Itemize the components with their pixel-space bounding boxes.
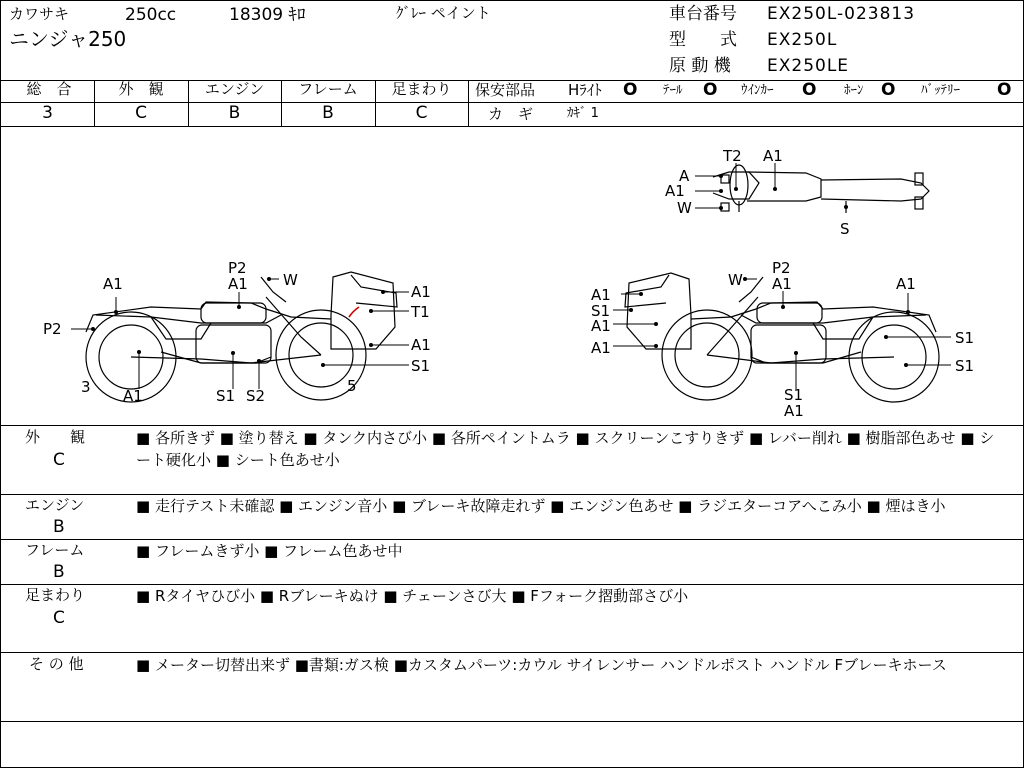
condition-exterior-text: ■ 各所きず ■ 塗り替え ■ タンク内さび小 ■ 各所ペイントムラ ■ スクリーンこすりきず ■ レバー削れ ■ 樹脂部色あせ ■ シート硬化小 ■ シート色あせ小: [136, 429, 995, 469]
diagram-label: S1: [955, 329, 975, 347]
condition-engine-title: エンジン: [25, 496, 85, 514]
diagram-label: A1: [591, 286, 611, 304]
diagram-label: A1: [591, 339, 611, 357]
diagram-label: A: [679, 167, 690, 185]
safety-winker-mark: O: [802, 80, 817, 100]
condition-other-title: そ の 他: [29, 655, 84, 673]
safety-battery-mark: O: [997, 80, 1012, 100]
grade-suspension: C: [415, 103, 428, 123]
engine-label: 原 動 機: [669, 56, 731, 76]
grade-header-suspension: 足まわり: [391, 80, 452, 98]
diagram-label: S1: [411, 357, 431, 375]
diagram-label: A1: [103, 275, 123, 293]
diagram-label: T2: [723, 147, 742, 165]
safety-tail-label: ﾃｰﾙ: [663, 83, 683, 98]
condition-suspension-grade: C: [53, 608, 65, 628]
diagram-label: P2: [228, 259, 247, 277]
grade-total: 3: [42, 103, 53, 123]
condition-frame-title: フレーム: [25, 541, 85, 559]
divider: [1, 652, 1023, 653]
diagram-label: A1: [228, 275, 248, 293]
diagram-label: A1: [411, 336, 431, 354]
key-label: カ ギ: [488, 105, 534, 123]
grade-header-engine: エンジン: [204, 80, 265, 98]
type-value: EX250L: [767, 30, 838, 50]
model-name: ニンジャ250: [9, 27, 127, 51]
condition-exterior-title: 外 観: [25, 428, 86, 446]
mileage: 18309 ｷﾛ: [229, 5, 306, 25]
frame-no: EX250L-023813: [767, 4, 916, 24]
condition-engine-grade: B: [53, 517, 65, 537]
safety-headlight-label: Hﾗｲﾄ: [568, 81, 602, 99]
grade-exterior: C: [135, 103, 147, 123]
safety-tail-mark: O: [703, 80, 718, 100]
grade-engine: B: [228, 103, 241, 123]
diagram-label: A1: [772, 275, 792, 293]
diagram-label: P2: [43, 320, 62, 338]
safety-headlight-mark: O: [623, 80, 638, 100]
grade-frame: B: [322, 103, 334, 123]
divider: [468, 80, 469, 126]
diagram-label: 5: [347, 377, 357, 395]
safety-title: 保安部品: [475, 81, 536, 99]
diagram-label: W: [677, 199, 692, 217]
condition-exterior-grade: C: [53, 450, 65, 470]
engine-value: EX250LE: [767, 56, 850, 76]
red-mark: [349, 307, 359, 317]
grade-header-frame: フレーム: [298, 80, 358, 98]
diagram-label: S2: [246, 387, 266, 405]
condition-engine-text: ■ 走行テスト未確認 ■ エンジン音小 ■ ブレーキ故障走れず ■ エンジン色あせ ■ ラジエターコアへこみ小 ■ 煙はき小: [136, 497, 946, 515]
diagram-label: S1: [955, 357, 975, 375]
diagram-label: A1: [591, 317, 611, 335]
type-label: 型 式: [669, 30, 737, 50]
key-value: ｶｷﾞ 1: [567, 106, 599, 121]
frame-no-label: 車台番号: [669, 4, 737, 24]
displacement: 250cc: [125, 5, 177, 25]
safety-horn-label: ﾎｰﾝ: [844, 83, 864, 98]
grade-header-exterior: 外 観: [118, 80, 164, 98]
divider: [1, 425, 1023, 426]
grade-header-total: 総 合: [26, 80, 72, 98]
diagram-label: S1: [591, 302, 611, 320]
diagram-label: S: [840, 220, 850, 238]
diagram-label: P2: [772, 259, 791, 277]
diagram-label: S1: [216, 387, 236, 405]
maker: カワサキ: [9, 5, 70, 23]
condition-suspension-text: ■ Rタイヤひび小 ■ Rブレーキぬけ ■ チェーンさび大 ■ Fフォーク摺動部さび小: [136, 587, 689, 605]
diagram-label: W: [728, 271, 743, 289]
diagram-label: T1: [411, 303, 430, 321]
leader-lines: [71, 163, 951, 389]
safety-horn-mark: O: [881, 80, 896, 100]
divider: [1, 721, 1023, 722]
safety-battery-label: ﾊﾞｯﾃﾘｰ: [921, 83, 960, 98]
damage-diagram: [1, 127, 1023, 425]
divider: [468, 102, 1023, 103]
diagram-label: A1: [784, 402, 804, 420]
diagram-label: A1: [896, 275, 916, 293]
diagram-label: A1: [665, 182, 685, 200]
diagram-label: A1: [411, 283, 431, 301]
diagram-label: S1: [784, 386, 804, 404]
diagram-label: 3: [81, 378, 91, 396]
color: ｸﾞﾚｰ ペイント: [396, 4, 491, 22]
diagram-label: A1: [123, 387, 143, 405]
safety-winker-label: ｳｲﾝｶｰ: [741, 83, 774, 98]
condition-other-text: ■ メーター切替出来ず ■書類:ガス検 ■カスタムパーツ:カウル サイレンサー ハンドルポスト ハンドル Fブレーキホース: [136, 656, 947, 674]
top-view-motorcycle: [713, 165, 929, 213]
condition-frame-grade: B: [53, 562, 65, 582]
condition-suspension-title: 足まわり: [25, 586, 86, 604]
diagram-label: A1: [763, 147, 783, 165]
condition-frame-text: ■ フレームきず小 ■ フレーム色あせ中: [136, 542, 403, 560]
diagram-label: W: [283, 271, 298, 289]
